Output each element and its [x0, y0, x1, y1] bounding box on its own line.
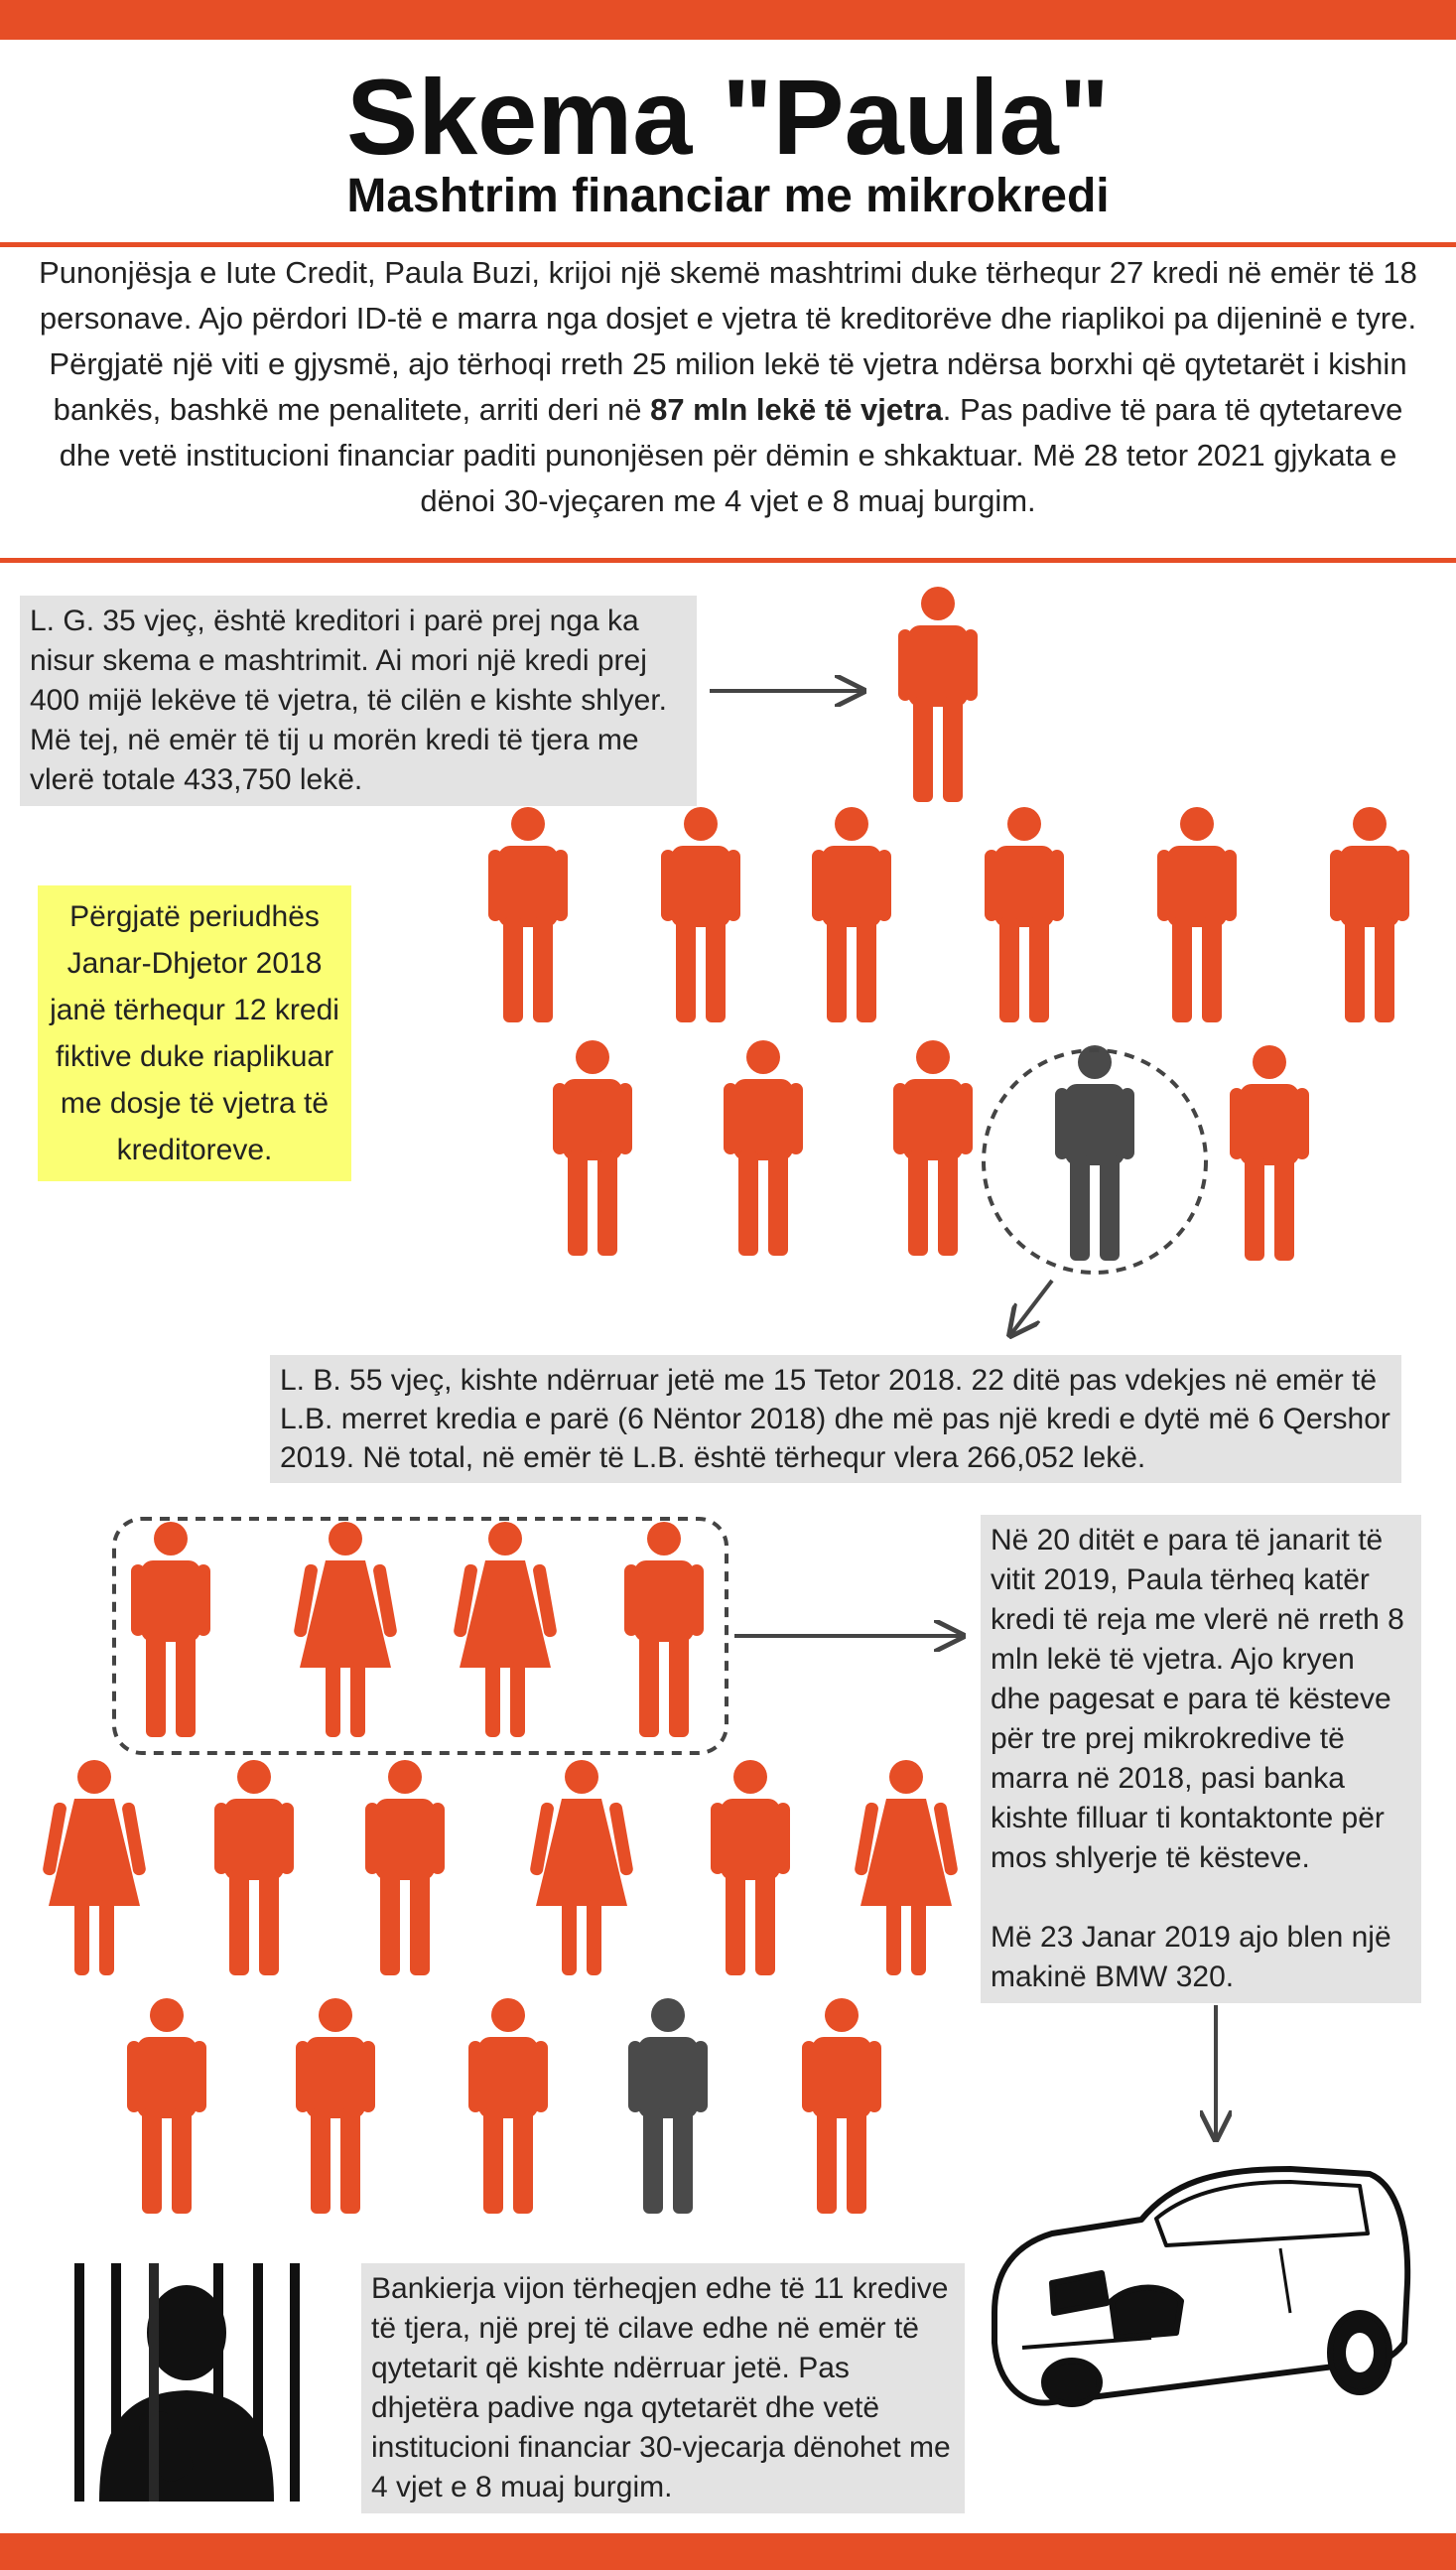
prisoner-icon [74, 2263, 300, 2502]
deceased-note: L. B. 55 vjeç, kishte ndërruar jetë me 15 Tetor 2018. 22 ditë pas vdekjes në emër të L.B. merret kredia e parë (6 Nëntor 2018) dhe më pas një kredi e dytë më 6 Qershor 2019. Në total, në emër të L.B. është tërhequr vlera 266,052 lekë. [270, 1355, 1401, 1483]
intro-text-before: Punonjësja e Iute Credit, Paula Buzi, krijoi një skemë mashtrimi duke tërhequr 27 kredi në emër të 18 personave. Ajo përdori ID-të e marra nga dosjet e vjetra të kreditorëve dhe riaplikoi pa dijeninë e tyre. Përgjatë një viti e gjysmë, ajo tërhoqi rreth 25 milion lekë të vjetra ndërsa borxhi që qytetarët i kishin bankës, bashkë me penalitete, arriti deri në [39, 255, 1417, 427]
man-icon [131, 1522, 210, 1737]
man-icon [468, 1998, 548, 2214]
man-icon [214, 1760, 294, 1975]
bottom-accent-bar [0, 2533, 1456, 2570]
woman-icon [854, 1760, 959, 1975]
persons-row-4 [127, 1998, 881, 2214]
persons-row-1 [488, 807, 1409, 1022]
man-icon [1157, 807, 1237, 1022]
man-icon [724, 1040, 803, 1256]
man-icon [488, 807, 568, 1022]
man-icon [624, 1522, 704, 1737]
woman-icon [293, 1522, 398, 1737]
man-icon [296, 1998, 375, 2214]
january-group-persons [131, 1522, 704, 1737]
woman-icon [529, 1760, 634, 1975]
man-icon [1230, 1045, 1309, 1261]
man-icon [711, 1760, 790, 1975]
man-icon [661, 807, 740, 1022]
arrow-icon [1010, 1281, 1052, 1335]
january-note-text: Në 20 ditët e para të janarit të vitit 2019, Paula tërheq katër kredi të reja me vlerë në rreth 8 mln lekë të vjetra. Ajo kryen dhe pagesat e para të kësteve për tre prej mikrokredive të marra në 2018, pasi banka kishte filluar ti kontaktonte për mos shlyerje të kësteve. [991, 1524, 1404, 1874]
page-subtitle: Mashtrim financiar me mikrokredi [346, 170, 1110, 222]
deceased-person-icon-2 [628, 1998, 708, 2214]
man-icon [365, 1760, 445, 1975]
first-creditor-note: L. G. 35 vjeç, është kreditori i parë prej nga ka nisur skema e mashtrimit. Ai mori një kredi prej 400 mijë lekëve të vjetra, të cilën e kishte shlyer. Më tej, në emër të tij u morën kredi të tjera me vlerë totale 433,750 lekë. [20, 596, 697, 806]
woman-icon [42, 1760, 147, 1975]
bmw-note-text: Më 23 Janar 2019 ajo blen një makinë BMW 320. [991, 1921, 1391, 1993]
man-icon [802, 1998, 881, 2214]
period-note: Përgjatë periudhës Janar-Dhjetor 2018 janë tërhequr 12 kredi fiktive duke riaplikuar me dosje të vjetra të kreditoreve. [38, 885, 351, 1181]
man-icon [893, 1040, 973, 1256]
first-creditor-person-icon [898, 587, 978, 802]
man-icon [812, 807, 891, 1022]
man-icon [553, 1040, 632, 1256]
persons-row-2 [553, 1040, 1309, 1261]
january-group-box [114, 1519, 727, 1753]
intro-text-after: . Pas padive të para të qytetareve dhe vetë institucioni financiar paditi punonjësen për dëmin e shkaktuar. Më 28 tetor 2021 gjykata e dënoi 30-vjeçaren me 4 vjet e 8 muaj burgim. [59, 392, 1403, 518]
sentence-note: Bankierja vijon tërheqjen edhe të 11 kredive të tjera, një prej të cilave edhe në emër të qytetarit që kishte ndërruar jetë. Pas dhjetëra padive nga qytetarët dhe vetë institucioni financiar 30-vjecarja dënohet me 4 vjet e 8 muaj burgim. [361, 2263, 965, 2513]
car-icon [994, 2169, 1407, 2404]
page-title: Skema "Paula" [346, 57, 1110, 177]
deceased-person-icon [1055, 1045, 1134, 1261]
woman-icon [453, 1522, 558, 1737]
man-icon [1330, 807, 1409, 1022]
man-icon [985, 807, 1064, 1022]
man-icon [127, 1998, 206, 2214]
intro-highlight: 87 mln lekë të vjetra [650, 392, 943, 427]
persons-row-3 [42, 1760, 959, 1975]
